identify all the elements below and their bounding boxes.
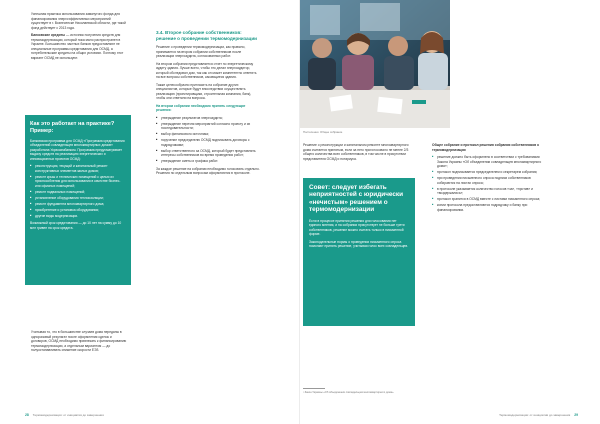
- list-item: ■ установление оборудования теплоизоляции;: [30, 196, 126, 201]
- intro-paragraph: Успешная практика использования замкнутого фонда для финансирования энергоэффективных мероприятий существует в г. Вознесенске Николаевской области, где такой фонд действует с 2013 года.: [31, 12, 126, 30]
- list-item: ■ поручение председателю ОСМД подписывать договоры с подрядчиками;: [156, 138, 260, 147]
- list-item: ■ реконструкция, текущий и капитальный ремонт конструктивных элементов жилых домов;: [30, 164, 126, 173]
- advice-title: Совет: следует избегать неприятностей с юридически «нечистым» решением о термомодернизации: [309, 184, 404, 214]
- left-footer: [25, 413, 104, 417]
- list-item: ■ приобретение и установка оборудования;: [30, 208, 126, 213]
- how-box-list: [30, 164, 126, 218]
- list-item: ■ утверждение сметы и графика работ.: [156, 159, 260, 164]
- advice-box: [303, 178, 415, 326]
- how-box-paragraph: Банковская программа для ОСМД «Программа кредитования объединений совладельцев многоквартирных домов» разработана Укрэксимбанком. Программа предусматривает выдачу средств на реализацию энергетических и инновационных проектов ОСМД:: [30, 138, 125, 161]
- list-item: ■ утверждение результатов энергоаудита;: [156, 116, 260, 121]
- middle-para-1: Решение о проведении термомодернизации, как правило, принимается на втором собрании собственников после реализации энергоаудита, согласованных работ.: [156, 45, 246, 59]
- footnote: ¹ Закон Украины «Об объединении совладельцев многоквартирного дома».: [303, 391, 395, 394]
- section-heading: [156, 30, 260, 41]
- list-item: ■ при проведении письменного опроса подписи собственников собираются на листах опроса;: [432, 176, 544, 185]
- right-title: Общее собрание и протокол решения собрания собственников о термомодернизации: [432, 143, 540, 152]
- how-box-closing: Возможный срок кредитования — до 10 лет на сумму до 10 млн гривен на срок кредита.: [30, 221, 122, 230]
- list-item: ■ протокол хранится в ОСМД вместе с листами письменного опроса;: [432, 197, 544, 202]
- advice-para-2: Законодательные нормы о проведении письменного опроса помогают принять решение, учитывая голос всех совладельцев.: [309, 239, 409, 249]
- funds-bold: Банковские кредиты: [31, 33, 66, 37]
- left-page-number: 28: [25, 413, 29, 417]
- how-it-works-box: [25, 115, 131, 285]
- middle-list: [156, 116, 260, 164]
- middle-heading-b: На втором собрании необходимо принять следующие решения:: [156, 103, 246, 113]
- left-col-a: [31, 12, 127, 63]
- list-item: ■ утверждение перечня мероприятий согласно проекту и их последовательности;: [156, 122, 260, 131]
- right-page: [300, 0, 600, 424]
- bottom-paragraph: Учитывая то, что в большинстве случаев дома переданы в одноразовый результат после оформления сделок и договоров, ОСМД необходимо привлекать к финансированию термомодернизации, а отдельным вариантом — до полуостанавливать снижение скорости ЕЭЗ.: [31, 330, 127, 352]
- list-item: ■ ремонт крыш и технических помещений с целью их приспособления для использования в качестве бизнес- или офисных помещений;: [30, 175, 126, 189]
- list-item: ■ ремонт фундамента многоквартирного дома;: [30, 202, 126, 207]
- right-footer-text: Термомодернизация: от инициатив до завершения: [499, 413, 571, 417]
- meeting-photo-illustration: [300, 0, 450, 128]
- section-title: Второе собрание собственников: решение о проведении термомодернизации: [156, 30, 257, 41]
- list-item: ■ выбор ответственного за ОСМД, который будет представлять интересы собственников во время проведения работ;: [156, 149, 260, 158]
- funds-text: — источник получения средств для термомодернизации, который пока мало распространен в Украине. Большинство частных банков предоставляют не специальные программы кредитования для ОСМД, а потребительские кредиты на общих условиях. Поэтому этот вариант ОСМД не используют.: [31, 33, 124, 60]
- list-item: ■ в протоколе указывается количество голосов «за», «против» и «воздержались»;: [432, 187, 544, 196]
- footnote-divider: [303, 388, 325, 389]
- advice-para-1: Если в процессе принятия решения для голосования нет единого мнения, и на собрании присутствует не больше трети собственников, решение можно считать только в письменной форме.: [309, 218, 405, 237]
- list-item: ■ выбор финансового источника;: [156, 132, 260, 137]
- funds-paragraph: [31, 33, 127, 60]
- middle-para-2: На втором собрании представляется отчет по энергетическому аудиту здания. Лучше всего, чтобы это делал энергоаудитор, который обследовал дом, так как он может компетентно ответить на все вопросы собственников, касающиеся здания.: [156, 61, 257, 80]
- list-item: ■ другие виды модернизации.: [30, 214, 126, 219]
- section-number: 3.4.: [156, 30, 164, 35]
- left-bottom-text: [31, 330, 127, 356]
- right-col-a: [303, 143, 415, 164]
- list-item: ■ копии протокола предоставляются подрядчику и банку при финансировании.: [432, 203, 544, 212]
- right-footer: [499, 413, 578, 417]
- photo-caption: Постепенно: Общее собрание: [303, 130, 343, 134]
- list-item: ■ ремонт подвальных помещений;: [30, 190, 126, 195]
- left-footer-text: Термомодернизация: от инициатив до завершения: [32, 413, 104, 417]
- meeting-photo: [300, 0, 450, 128]
- middle-para-3: Также целесообразно пригласить на собрание других специалистов, которые будут впоследствии осуществлять реализацию (проектировщики, строительная компания, банк), чтобы они ответили на вопросы.: [156, 82, 252, 101]
- right-para-1: Решение о реконструкции и капитальном ремонте многоквартирного дома считается принятым, если за него проголосовало не менее 2/3 общего количества всех собственников, в том числе в присутствии представителя ОСМД и нотариуса.: [303, 143, 409, 161]
- right-col-b: [432, 143, 544, 214]
- how-box-title: Как это работает на практике? Пример:: [30, 121, 115, 134]
- list-item: ■ протокол подписывается председателем и секретарем собрания;: [432, 170, 544, 175]
- middle-col: [156, 30, 260, 179]
- right-list: [432, 155, 544, 212]
- list-item: ■ решение должно быть оформлено в соответствии с требованиями Закона Украины «Об объединении совладельцев многоквартирного дома»;: [432, 155, 544, 169]
- middle-para-end: За каждое решение на собрании необходимо голосовать отдельно. Решения по отдельным вопросам оформляются в протоколе.: [156, 166, 260, 176]
- right-page-number: 29: [574, 413, 578, 417]
